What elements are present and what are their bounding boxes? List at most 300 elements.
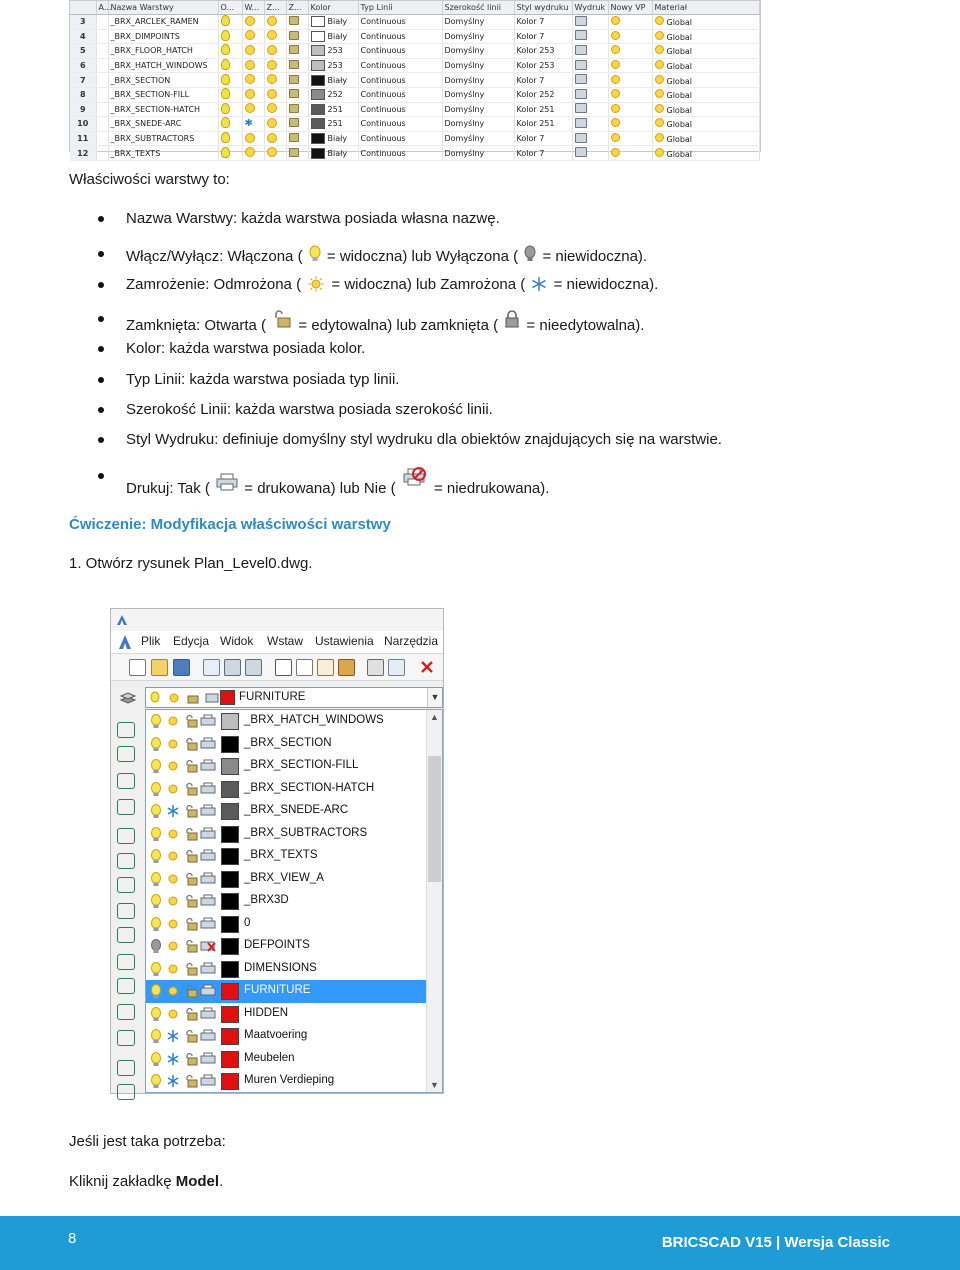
linetype-cell[interactable]: Continuous [358,146,442,161]
lineweight-cell[interactable]: Domyślny [442,87,514,102]
lineweight-cell[interactable]: Domyślny [442,117,514,132]
lock-icon[interactable] [289,45,299,54]
linetype-cell[interactable]: Continuous [358,102,442,117]
sun-icon[interactable] [267,103,277,113]
header-material[interactable]: Materiał [652,1,760,15]
printer-icon[interactable] [200,894,216,908]
lock-open-icon[interactable] [184,1029,198,1043]
printer-icon[interactable] [575,133,587,143]
plotstyle-cell[interactable]: Kolor 7 [514,73,572,88]
print-preview-icon[interactable] [203,659,220,676]
color-cell[interactable] [308,29,358,44]
printer-icon[interactable] [575,118,587,128]
layer-list-item[interactable] [146,1025,426,1048]
layer-list-item[interactable] [146,913,426,936]
color-cell[interactable] [308,73,358,88]
header-lineweight[interactable]: Szerokość linii [442,1,514,15]
printer-icon[interactable] [200,1007,216,1021]
lineweight-cell[interactable]: Domyślny [442,73,514,88]
linetype-cell[interactable]: Continuous [358,58,442,73]
sun-icon[interactable] [166,984,180,998]
printer-icon[interactable] [200,1052,216,1066]
lightbulb-icon[interactable] [221,117,230,128]
sun-icon[interactable] [245,74,255,84]
lineweight-cell[interactable]: Domyślny [442,102,514,117]
app-menu-icon[interactable] [118,634,132,650]
lineweight-cell[interactable]: Domyślny [442,146,514,161]
material-cell[interactable] [652,102,760,117]
lock-open-icon[interactable] [184,759,198,773]
lightbulb-icon[interactable] [150,804,162,819]
header-freeze[interactable]: W... [242,1,264,15]
linetype-cell[interactable]: Continuous [358,29,442,44]
lightbulb-icon[interactable] [150,849,162,864]
sun-icon[interactable] [245,103,255,113]
plotstyle-cell[interactable]: Kolor 7 [514,29,572,44]
printer-icon[interactable] [575,16,587,26]
layer-list-item[interactable] [146,845,426,868]
lightbulb-icon[interactable] [150,962,162,977]
chevron-down-icon[interactable]: ▼ [427,688,442,707]
printer-icon[interactable] [200,759,216,773]
header-freeze-vp[interactable]: Z... [264,1,286,15]
layer-name-cell[interactable]: _BRX_SNEDE-ARC [108,117,218,132]
table-row[interactable] [70,146,760,161]
lightbulb-off-icon[interactable] [150,939,162,954]
bullet-dot [98,282,104,288]
lightbulb-icon[interactable] [150,1052,162,1067]
sun-icon[interactable] [245,45,255,55]
header-newvp[interactable]: Nowy VP [608,1,652,15]
sun-icon[interactable] [245,16,255,26]
printer-icon[interactable] [200,849,216,863]
lightbulb-icon[interactable] [150,872,162,887]
material-cell[interactable] [652,44,760,59]
layer-list-item[interactable] [146,1003,426,1026]
sun-icon[interactable] [245,60,255,70]
lightbulb-icon[interactable] [221,30,230,41]
material-cell[interactable] [652,73,760,88]
sun-icon[interactable] [611,60,620,69]
lightbulb-icon[interactable] [150,894,162,909]
lock-icon[interactable] [289,133,299,142]
freeze-cell [242,15,264,30]
sun-icon[interactable] [166,714,180,728]
sun-icon[interactable] [611,75,620,84]
lineweight-cell[interactable]: Domyślny [442,15,514,30]
header-linetype[interactable]: Typ Linii [358,1,442,15]
lightbulb-icon[interactable] [221,44,230,55]
page-number: 8 [68,1230,77,1247]
save-icon[interactable] [173,659,190,676]
linetype-cell[interactable]: Continuous [358,15,442,30]
layer-name-cell[interactable]: _BRX_HATCH_WINDOWS [108,58,218,73]
cloud-icon[interactable] [117,1060,135,1076]
lock-icon[interactable] [289,16,299,25]
sun-icon[interactable] [166,782,180,796]
printer-icon[interactable] [200,1029,216,1043]
spline-icon[interactable] [117,773,135,789]
circle-icon[interactable] [117,828,135,844]
lightbulb-icon[interactable] [221,74,230,85]
ellipse-icon[interactable] [117,877,135,893]
layer-list-item[interactable] [146,958,426,981]
printer-icon[interactable] [575,147,587,157]
paste-icon[interactable] [317,659,334,676]
title-bar [111,609,443,631]
pick-icon[interactable] [367,659,384,676]
menu-narzedzia[interactable]: Narzędzia [384,634,439,648]
lock-open-icon[interactable] [184,894,198,908]
table-row[interactable] [70,117,760,132]
printer-icon[interactable] [575,60,587,70]
sun-icon[interactable] [611,104,620,113]
layer-list-item[interactable] [146,778,426,801]
sun-icon[interactable] [166,917,180,931]
material-cell[interactable] [652,87,760,102]
sun-icon[interactable] [166,939,180,953]
lightbulb-icon[interactable] [150,782,162,797]
design-center-icon[interactable] [388,659,405,676]
lightbulb-icon[interactable] [150,714,162,729]
step-1: 1. Otwórz rysunek Plan_Level0.dwg. [69,555,313,572]
lightbulb-icon[interactable] [221,88,230,99]
sun-icon[interactable] [166,872,180,886]
snowflake-icon[interactable] [166,1029,180,1043]
current-layer-dropdown[interactable] [145,687,443,708]
polygon-icon[interactable] [117,903,135,919]
lock-icon[interactable] [289,104,299,113]
lock-open-icon[interactable] [184,804,198,818]
layer-list-item[interactable] [146,823,426,846]
header-active[interactable]: A... [96,1,108,15]
sun-icon[interactable] [611,118,620,127]
material-cell[interactable] [652,131,760,146]
table-row[interactable] [70,29,760,44]
printer-icon[interactable] [200,984,216,998]
bullet-onoff-part2: = widoczna) lub Wyłączona ( [326,248,519,265]
row-number: 8 [70,87,96,102]
lock-open-icon[interactable] [184,1074,198,1088]
close-icon[interactable] [419,659,435,675]
point-icon[interactable] [117,927,135,943]
lightbulb-icon[interactable] [221,59,230,70]
hatch-icon[interactable] [117,954,135,970]
layer-name-cell[interactable]: _BRX_ARCLEK_RAMEN [108,15,218,30]
printer-icon[interactable] [200,804,216,818]
printer-icon[interactable] [575,74,587,84]
lock-open-icon[interactable] [184,714,198,728]
lightbulb-icon[interactable] [221,15,230,26]
header-color[interactable]: Kolor [308,1,358,15]
sun-icon[interactable] [166,1007,180,1021]
material-name: Global [666,120,693,130]
lineweight-cell[interactable]: Domyślny [442,44,514,59]
menu-wstaw[interactable]: Wstaw [267,634,303,648]
menu-edycja[interactable]: Edycja [173,634,210,648]
snowflake-icon[interactable] [166,804,180,818]
plotstyle-cell[interactable]: Kolor 253 [514,58,572,73]
scroll-down-icon[interactable]: ▼ [430,1080,439,1090]
table-row[interactable] [70,87,760,102]
sun-icon[interactable] [166,759,180,773]
table-row[interactable] [70,131,760,146]
material-cell[interactable] [652,15,760,30]
layer-name: 0 [244,916,251,929]
layer-name-cell[interactable]: _BRX_TEXTS [108,146,218,161]
printer-icon[interactable] [200,782,216,796]
linetype-cell[interactable]: Continuous [358,44,442,59]
layer-list-item[interactable] [146,868,426,891]
printer-icon[interactable] [200,1074,216,1088]
lightbulb-icon[interactable] [150,984,162,999]
material-icon [655,16,664,25]
linetype-cell[interactable]: Continuous [358,117,442,132]
sun-icon[interactable] [166,962,180,976]
table-row[interactable] [70,44,760,59]
menu-ustawienia[interactable]: Ustawienia [315,634,374,648]
snowflake-icon[interactable] [166,1052,180,1066]
table-row[interactable] [70,58,760,73]
sun-icon[interactable] [611,45,620,54]
active-cell [96,15,108,30]
layer-list-item[interactable] [146,980,426,1003]
lock-cell [286,146,308,161]
header-on[interactable]: O... [218,1,242,15]
lock-open-icon[interactable] [184,827,198,841]
lock-icon[interactable] [289,75,299,84]
color-cell[interactable] [308,58,358,73]
material-cell[interactable] [652,117,760,132]
layer-name-cell[interactable]: _BRX_FLOOR_HATCH [108,44,218,59]
plot-cell [572,15,608,30]
linetype-cell[interactable]: Continuous [358,73,442,88]
row-number: 3 [70,15,96,30]
lock-open-icon[interactable] [184,737,198,751]
material-name: Global [666,91,693,101]
layer-color-swatch [221,938,239,955]
linetype-cell[interactable]: Continuous [358,131,442,146]
material-icon [655,75,664,84]
lineweight-cell[interactable]: Domyślny [442,29,514,44]
region-icon[interactable] [117,978,135,994]
lightbulb-icon[interactable] [150,737,162,752]
sun-icon[interactable] [267,74,277,84]
copy-icon[interactable] [296,659,313,676]
lock-cell [286,87,308,102]
printer-icon[interactable] [200,872,216,886]
printer-icon[interactable] [200,962,216,976]
row-number-header [70,1,96,15]
printer-icon[interactable] [200,917,216,931]
sun-icon[interactable] [611,148,620,157]
color-cell[interactable] [308,117,358,132]
printer-icon[interactable] [575,30,587,40]
lightbulb-icon[interactable] [150,1007,162,1022]
sun-icon[interactable] [267,147,277,157]
header-plot[interactable]: Wydruk [572,1,608,15]
new-icon[interactable] [129,659,146,676]
freeze-vp-cell [264,146,286,161]
sun-icon[interactable] [166,827,180,841]
layer-color-swatch [221,893,239,910]
menu-widok[interactable]: Widok [220,634,254,648]
sun-icon[interactable] [611,31,620,40]
wipeout-icon[interactable] [117,1004,135,1020]
lightbulb-icon[interactable] [221,103,230,114]
layer-list-item[interactable] [146,733,426,756]
lock-open-icon[interactable] [184,782,198,796]
printer-icon[interactable] [575,45,587,55]
layer-name-cell[interactable]: _BRX_SECTION-HATCH [108,102,218,117]
plot-icon[interactable] [245,659,262,676]
layer-list-item[interactable] [146,800,426,823]
plotstyle-cell[interactable]: Kolor 7 [514,131,572,146]
color-cell[interactable] [308,87,358,102]
lock-icon[interactable] [289,60,299,69]
lock-icon[interactable] [289,89,299,98]
polyline-icon[interactable] [117,746,135,762]
linetype-cell[interactable]: Continuous [358,87,442,102]
layer-name-cell[interactable]: _BRX_SECTION [108,73,218,88]
revcloud-icon[interactable] [117,1030,135,1046]
printer-noplot-icon[interactable] [200,939,216,953]
layer-name-cell[interactable]: _BRX_SECTION-FILL [108,87,218,102]
layer-name: DIMENSIONS [244,961,317,974]
scrollbar[interactable] [426,710,442,1092]
sun-icon[interactable] [611,16,620,25]
sun-icon[interactable] [267,118,277,128]
color-swatch [311,16,325,27]
scroll-up-icon[interactable]: ▲ [430,712,439,722]
color-cell[interactable] [308,146,358,161]
sun-icon[interactable] [166,894,180,908]
lock-open-icon[interactable] [184,939,198,953]
arc-icon[interactable] [117,853,135,869]
snowflake-icon[interactable] [166,1074,180,1088]
lightbulb-icon[interactable] [221,132,230,143]
click-model-prefix: Kliknij zakładkę [69,1173,176,1190]
layer-list-item[interactable] [146,935,426,958]
rectangle-icon[interactable] [117,799,135,815]
plotstyle-cell[interactable]: Kolor 251 [514,102,572,117]
sun-icon[interactable] [245,30,255,40]
material-name: Global [666,32,693,42]
material-icon [655,148,664,157]
print-icon[interactable] [224,659,241,676]
lineweight-cell[interactable]: Domyślny [442,58,514,73]
sun-icon[interactable] [267,45,277,55]
lightbulb-icon[interactable] [221,147,230,158]
header-lock[interactable]: Z... [286,1,308,15]
line-icon[interactable] [117,722,135,738]
lock-icon[interactable] [289,31,299,40]
sun-icon[interactable] [267,30,277,40]
sun-icon[interactable] [267,60,277,70]
material-cell[interactable] [652,29,760,44]
lock-open-icon[interactable] [184,984,198,998]
open-icon[interactable] [151,659,168,676]
plotstyle-cell[interactable]: Kolor 251 [514,117,572,132]
color-cell[interactable] [308,131,358,146]
sun-icon[interactable] [245,89,255,99]
table-row[interactable] [70,15,760,30]
printer-icon[interactable] [200,714,216,728]
table-row[interactable] [70,73,760,88]
lineweight-cell[interactable]: Domyślny [442,131,514,146]
lock-open-icon[interactable] [184,917,198,931]
color-cell[interactable] [308,44,358,59]
scrollbar-thumb[interactable] [428,756,441,882]
layer-name-cell[interactable]: _BRX_SUBTRACTORS [108,131,218,146]
plotstyle-cell[interactable]: Kolor 252 [514,87,572,102]
menu-plik[interactable]: Plik [141,634,161,648]
lock-open-icon[interactable] [184,849,198,863]
match-properties-icon[interactable] [338,659,355,676]
table-icon[interactable] [117,1084,135,1100]
header-plotstyle[interactable]: Styl wydruku [514,1,572,15]
sun-icon[interactable] [166,849,180,863]
standard-toolbar [111,654,443,681]
layer-list-item[interactable] [146,890,426,913]
color-cell[interactable] [308,102,358,117]
cut-icon[interactable] [275,659,292,676]
exercise-heading: Ćwiczenie: Modyfikacja właściwości warstwy [69,516,391,533]
lightbulb-icon[interactable] [150,759,162,774]
layer-list-item[interactable] [146,755,426,778]
lock-open-icon[interactable] [184,1007,198,1021]
sun-icon[interactable] [245,147,255,157]
sun-icon[interactable] [245,133,255,143]
lock-icon[interactable] [289,148,299,157]
sun-icon[interactable] [267,133,277,143]
printer-icon[interactable] [575,103,587,113]
lock-icon[interactable] [289,118,299,127]
material-cell[interactable] [652,146,760,161]
lock-open-icon[interactable] [184,1052,198,1066]
sun-icon[interactable] [267,16,277,26]
lightbulb-icon[interactable] [150,917,162,932]
lightbulb-icon[interactable] [150,827,162,842]
layer-list-item[interactable] [146,1048,426,1071]
lock-open-icon[interactable] [184,962,198,976]
layer-list-item[interactable] [146,1070,426,1093]
snowflake-icon[interactable]: ✱ [244,118,253,130]
plotstyle-cell[interactable]: Kolor 253 [514,44,572,59]
freeze-cell [242,117,264,132]
layer-list-item[interactable] [146,710,426,733]
layer-manager-icon[interactable] [119,689,137,705]
sun-icon[interactable] [267,89,277,99]
color-cell[interactable] [308,15,358,30]
printer-icon[interactable] [575,89,587,99]
printer-icon[interactable] [200,737,216,751]
sun-icon[interactable] [166,737,180,751]
plotstyle-cell[interactable]: Kolor 7 [514,15,572,30]
lock-open-icon[interactable] [184,872,198,886]
plotstyle-cell[interactable]: Kolor 7 [514,146,572,161]
printer-icon[interactable] [200,827,216,841]
header-name[interactable]: Nazwa Warstwy [108,1,218,15]
lightbulb-icon[interactable] [150,1074,162,1089]
layer-name-cell[interactable]: _BRX_DIMPOINTS [108,29,218,44]
lightbulb-icon[interactable] [150,1029,162,1044]
freeze-cell [242,58,264,73]
table-row[interactable] [70,102,760,117]
material-cell[interactable] [652,58,760,73]
sun-icon[interactable] [611,89,620,98]
sun-icon[interactable] [611,133,620,142]
